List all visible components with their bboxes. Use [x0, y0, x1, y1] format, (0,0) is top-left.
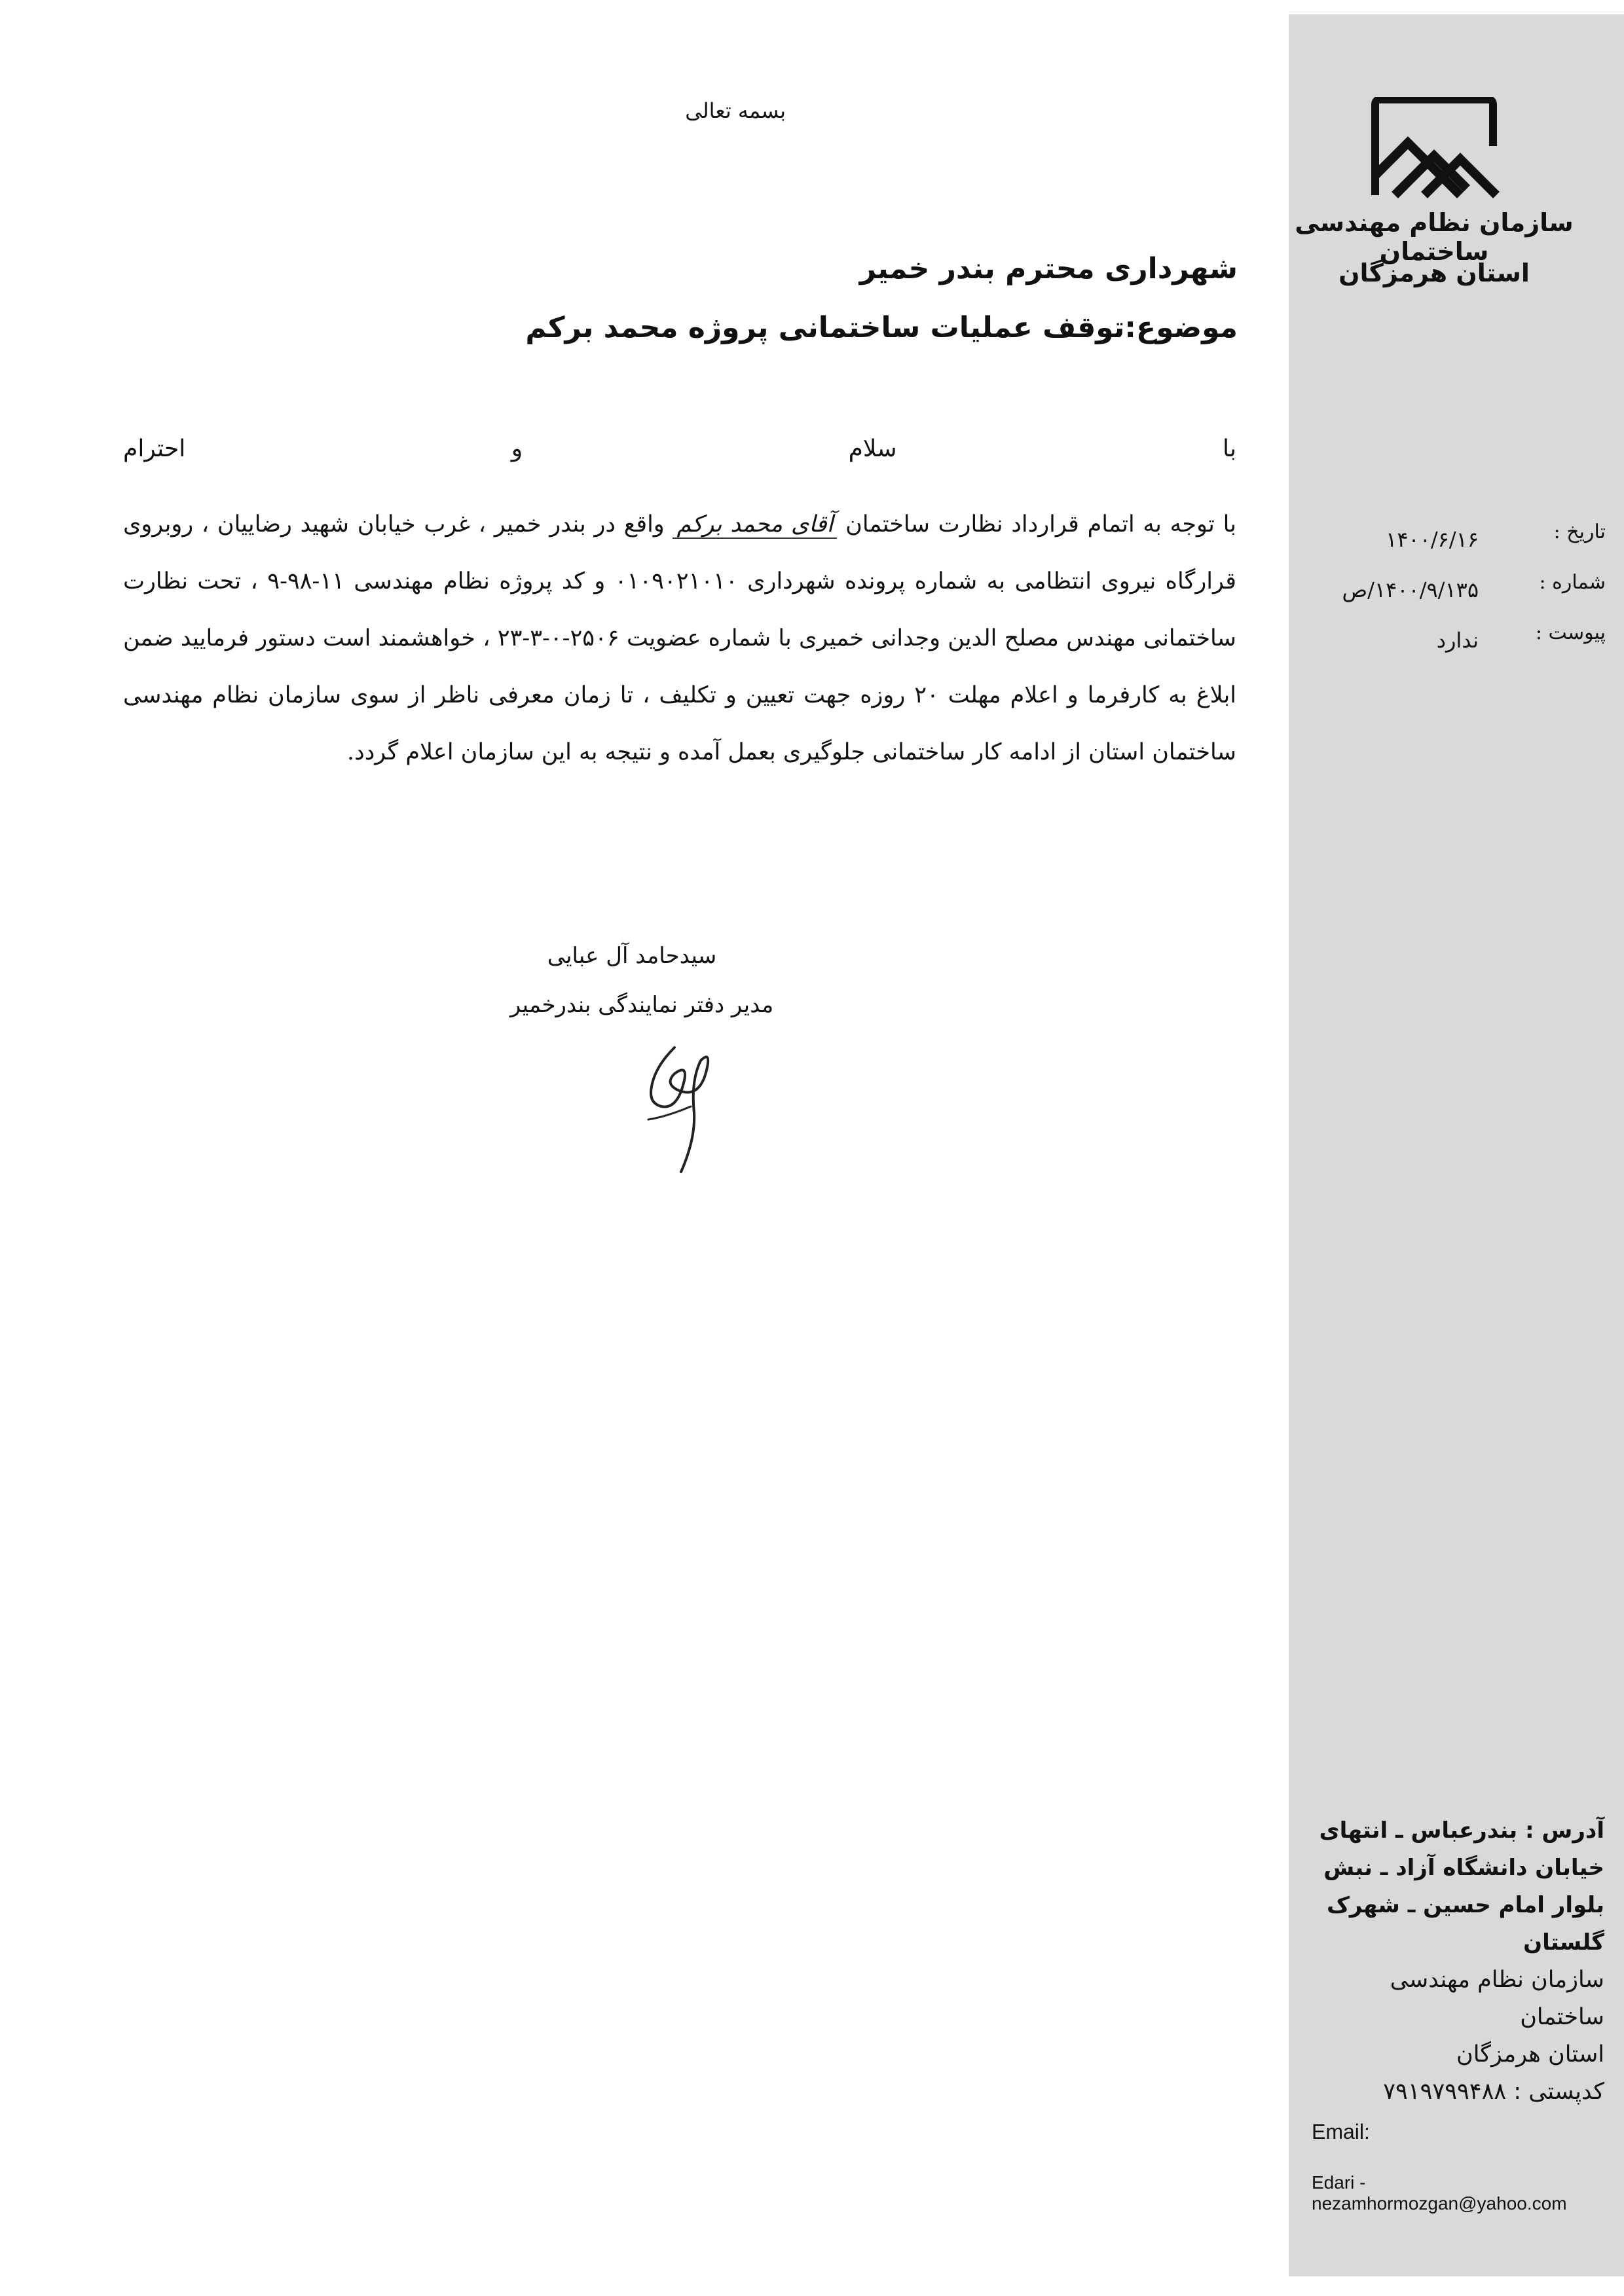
organization-logo-icon: [1362, 97, 1506, 208]
signer-name: سیدحامد آل عبایی: [547, 943, 717, 969]
recipient-line: شهرداری محترم بندر خمیر: [859, 252, 1238, 285]
address-line: خیابان دانشگاه آزاد ـ نبش: [1323, 1855, 1604, 1881]
greeting-word: و: [511, 435, 523, 462]
address-line: گلستان: [1523, 1929, 1604, 1956]
greeting-word: سلام: [848, 435, 897, 462]
body-text-part: واقع در بندر خمیر ، غرب خیابان شهید رضاییان ، روبروی قرارگاه نیروی انتظامی به شماره پرونده شهرداری ۰۱۰۹۰۲۱۰۱۰ و کد پروژه نظام مهندسی ۱۱-۹۸-۹ ، تحت نظارت ساختمانی مهندس مصلح الدین وجدانی خمیری با شماره عضویت ۲۵۰۶-۰-۳-۲۳ ، خواهشمند است دستور فرمایید ضمن ابلاغ به کارفرما و اعلام مهلت ۲۰ روزه جهت تعیین و تکلیف ، تا زمان معرفی ناظر از سوی سازمان نظام مهندسی ساختمان استان از ادامه کار ساختمانی جلوگیری بعمل آمده و نتیجه به این سازمان اعلام گردد.: [123, 511, 1237, 765]
date-label: تاریخ :: [1553, 520, 1606, 543]
handwritten-signature-icon: [629, 1041, 733, 1178]
letter-number-value: ۱۴۰۰/۹/۱۳۵/ص: [1342, 577, 1479, 602]
email-address[interactable]: Edari - nezamhormozgan@yahoo.com: [1312, 2172, 1567, 2214]
basmala-heading: بسمه تعالی: [685, 98, 786, 123]
letter-body: [123, 496, 1236, 781]
greeting-word: احترام: [123, 435, 186, 462]
organization-name: سازمان نظام مهندسی ساختمان: [1295, 208, 1574, 266]
address-org-line: استان هرمزگان: [1456, 2041, 1604, 2068]
address-line: آدرس : بندرعباس ـ انتهای: [1319, 1817, 1604, 1844]
organization-province: استان هرمزگان: [1338, 259, 1530, 287]
address-org-line: سازمان نظام مهندسی ساختمان: [1390, 1967, 1604, 2030]
date-value: ۱۴۰۰/۶/۱۶: [1386, 527, 1479, 552]
address-line: بلوار امام حسین ـ شهرک: [1327, 1892, 1604, 1918]
greeting-line: [123, 435, 1236, 462]
attachment-label: پیوست :: [1535, 621, 1606, 644]
letter-number-label: شماره :: [1539, 571, 1606, 594]
postal-code: کدپستی : ۷۹۱۹۷۹۹۴۸۸: [1383, 2079, 1604, 2105]
body-text-part: با توجه به اتمام قرارداد نظارت ساختمان: [837, 511, 1236, 538]
address-block: [1310, 1812, 1604, 2111]
signer-title: مدیر دفتر نمایندگی بندرخمیر: [509, 992, 774, 1018]
email-label: Email:: [1312, 2120, 1370, 2143]
subject-line: موضوع:توقف عملیات ساختمانی پروژه محمد برکم: [525, 311, 1238, 344]
attachment-value: ندارد: [1436, 628, 1479, 653]
greeting-word: با: [1223, 435, 1236, 462]
handwritten-client-name: آقای محمد برکم: [673, 511, 837, 539]
